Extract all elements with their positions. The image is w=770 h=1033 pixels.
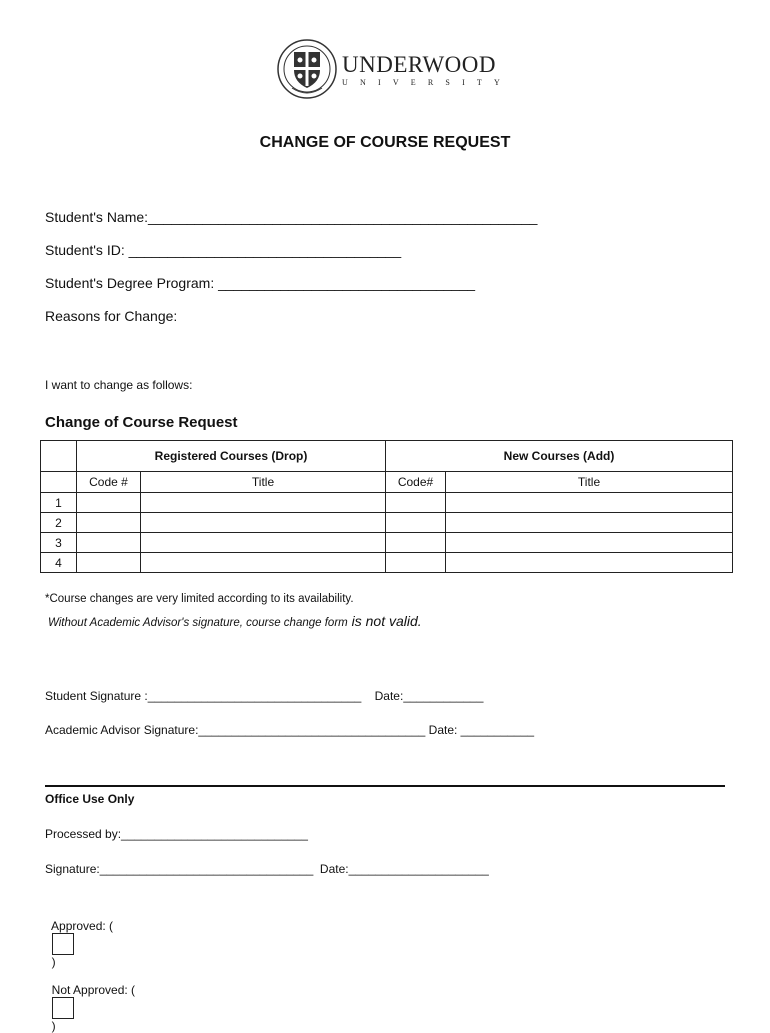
add-title-cell[interactable] bbox=[446, 553, 733, 573]
processed-by-line[interactable]: Processed by:____________________________ bbox=[45, 827, 308, 841]
drop-code-cell[interactable] bbox=[77, 553, 141, 573]
course-table bbox=[40, 440, 733, 573]
drop-title-cell[interactable] bbox=[141, 493, 386, 513]
approved-label: Approved: ( bbox=[51, 919, 114, 933]
logo-subtitle: UNIVERSITY bbox=[342, 78, 512, 87]
student-id-field[interactable]: Student's ID: ___________________________________ bbox=[45, 242, 402, 258]
drop-title-cell[interactable] bbox=[141, 553, 386, 573]
add-code-header: Code# bbox=[386, 472, 446, 493]
warning-emphasis: is not valid. bbox=[347, 613, 422, 629]
drop-header: Registered Courses (Drop) bbox=[77, 441, 386, 472]
drop-code-cell[interactable] bbox=[77, 513, 141, 533]
row-number: 3 bbox=[41, 533, 77, 553]
table-row bbox=[41, 553, 733, 573]
row-number-header bbox=[41, 472, 77, 493]
degree-program-field[interactable]: Student's Degree Program: _________________________________ bbox=[45, 275, 476, 291]
table-row bbox=[41, 513, 733, 533]
signature-warning bbox=[48, 613, 422, 629]
university-seal-icon bbox=[276, 38, 338, 100]
not-approved-checkbox[interactable] bbox=[52, 997, 74, 1019]
not-approved-label: Not Approved: ( bbox=[51, 983, 136, 997]
office-use-heading: Office Use Only bbox=[45, 792, 135, 806]
student-signature-line[interactable]: Student Signature :________________________________ Date:____________ bbox=[45, 689, 484, 703]
drop-title-cell[interactable] bbox=[141, 513, 386, 533]
logo-name: UNDERWOOD bbox=[342, 52, 496, 77]
table-heading: Change of Course Request bbox=[45, 414, 238, 431]
availability-note: *Course changes are very limited according to its availability. bbox=[45, 593, 354, 605]
drop-code-header: Code # bbox=[77, 472, 141, 493]
row-number: 1 bbox=[41, 493, 77, 513]
add-title-cell[interactable] bbox=[446, 533, 733, 553]
warning-text: Without Academic Advisor's signature, course change form bbox=[48, 617, 348, 629]
add-title-cell[interactable] bbox=[446, 513, 733, 533]
add-title-header: Title bbox=[446, 472, 733, 493]
drop-title-header: Title bbox=[141, 472, 386, 493]
drop-code-cell[interactable] bbox=[77, 533, 141, 553]
add-code-cell[interactable] bbox=[386, 493, 446, 513]
office-signature-line[interactable]: Signature:________________________________ Date:_____________________ bbox=[45, 862, 489, 876]
approval-row bbox=[45, 905, 135, 1033]
add-code-cell[interactable] bbox=[386, 553, 446, 573]
approved-checkbox[interactable] bbox=[52, 933, 74, 955]
corner-cell bbox=[41, 441, 77, 472]
table-row bbox=[41, 493, 733, 513]
table-row bbox=[41, 533, 733, 553]
reasons-label: Reasons for Change: bbox=[45, 308, 178, 324]
page-title: CHANGE OF COURSE REQUEST bbox=[259, 134, 511, 151]
add-code-cell[interactable] bbox=[386, 533, 446, 553]
drop-title-cell[interactable] bbox=[141, 533, 386, 553]
add-code-cell[interactable] bbox=[386, 513, 446, 533]
not-approved-close: ) bbox=[51, 1019, 56, 1033]
advisor-signature-line[interactable]: Academic Advisor Signature:__________________________________ Date: ___________ bbox=[45, 723, 535, 737]
add-title-cell[interactable] bbox=[446, 493, 733, 513]
drop-code-cell[interactable] bbox=[77, 493, 141, 513]
student-name-field[interactable]: Student's Name:__________________________________________________ bbox=[45, 209, 538, 225]
intro-text: I want to change as follows: bbox=[45, 378, 193, 392]
university-logo bbox=[276, 38, 512, 100]
row-number: 2 bbox=[41, 513, 77, 533]
add-header: New Courses (Add) bbox=[386, 441, 733, 472]
section-divider bbox=[45, 785, 725, 787]
row-number: 4 bbox=[41, 553, 77, 573]
approved-close: ) bbox=[51, 955, 56, 969]
